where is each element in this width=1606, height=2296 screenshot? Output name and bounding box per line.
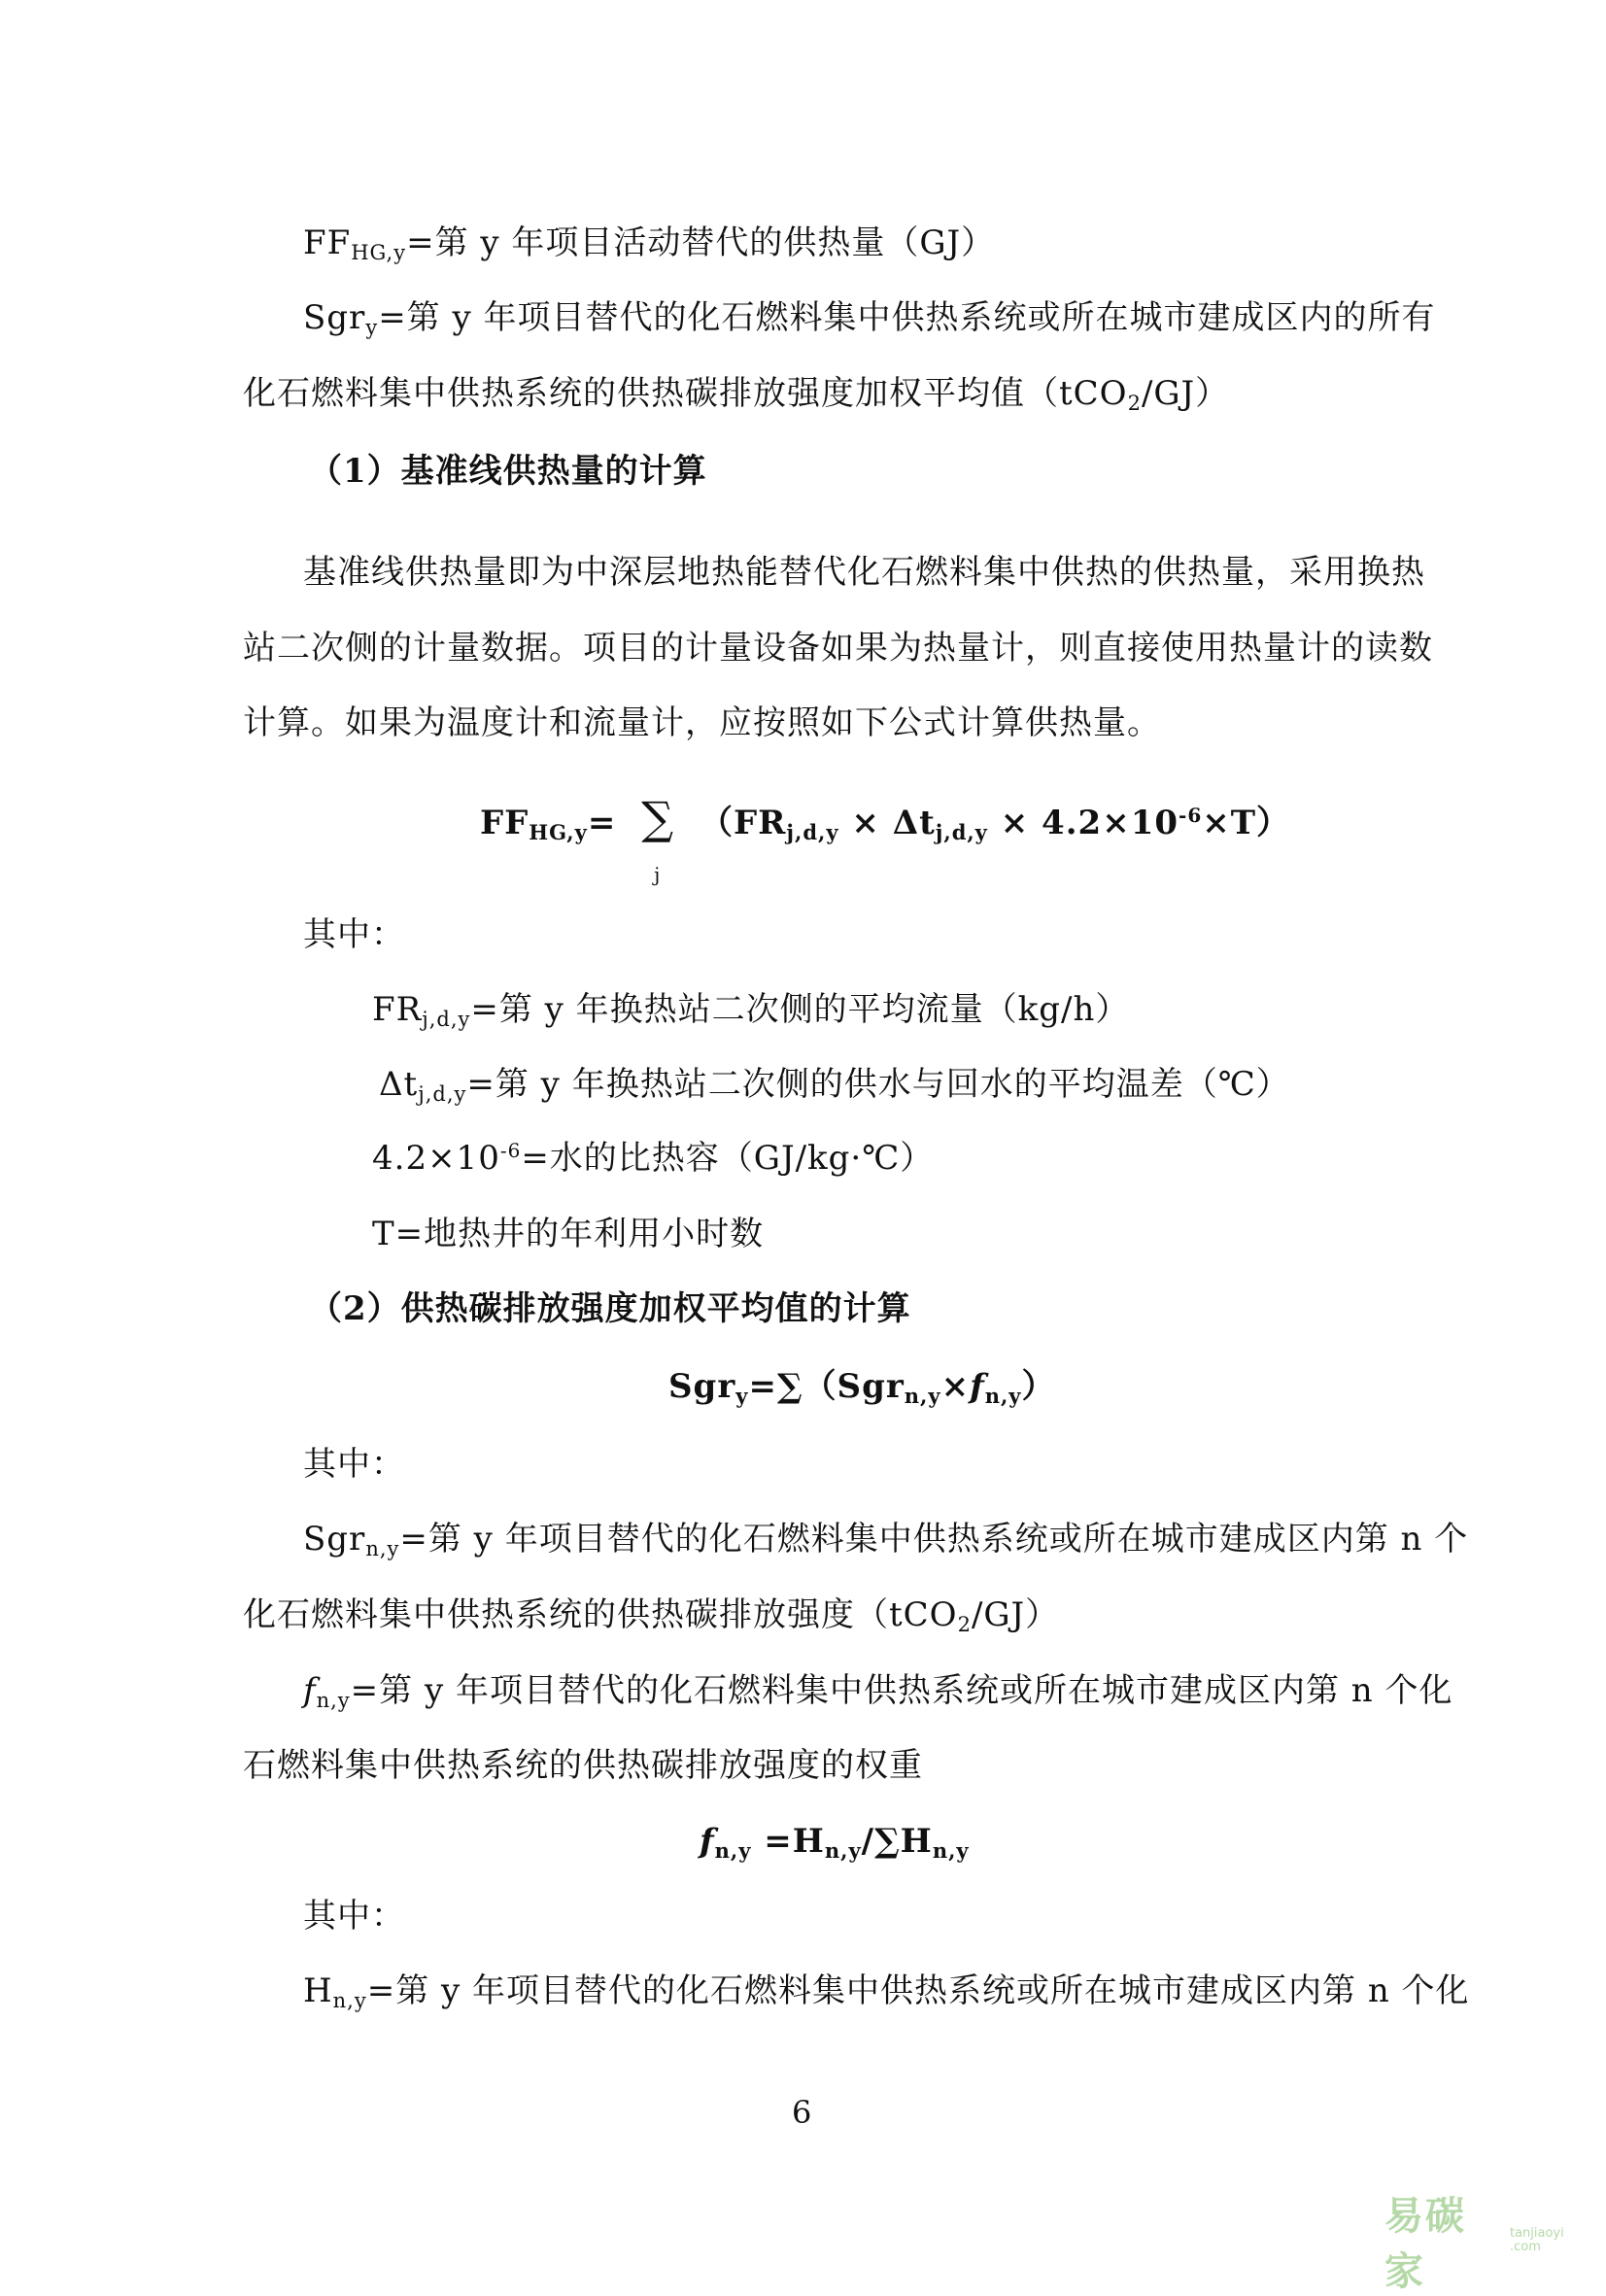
fn-definition-line-2: 石燃料集中供热系统的供热碳排放强度的权重	[243, 1746, 923, 1785]
delta-t-definition: $\Delta t_{j,d,y}=$第 y 年换热站二次侧的供水与回水的平均温差（℃）	[379, 1065, 1290, 1106]
hn-definition-line-1: $H_{n,y}=$第 y 年项目替代的化石燃料集中供热系统或所在城市建成区内第 n 个化	[303, 1971, 1470, 2012]
sgrn-definition-line-2: 化石燃料集中供热系统的供热碳排放强度（tCO$_2$/GJ）	[243, 1595, 1060, 1636]
watermark-url: tanjiaoyi .com	[1509, 2226, 1564, 2254]
paragraph-line-1: 基准线供热量即为中深层地热能替代化石燃料集中供热的供热量，采用换热	[303, 553, 1425, 592]
paragraph-line-3: 计算。如果为温度计和流量计，应按照如下公式计算供热量。	[243, 703, 1161, 742]
formula-weight: $f_{n,y} =H_{n,y}/\sum H_{n,y}$	[700, 1822, 970, 1863]
sgrn-definition-line-1: Sgr$_{n,y}$=第 y 年项目替代的化石燃料集中供热系统或所在城市建成区内第 n 个	[303, 1520, 1469, 1560]
watermark-text: 易碳家	[1384, 2194, 1466, 2294]
specific-heat-definition: $4.2\times 10^{-6}=$水的比热容（GJ/kg·℃）	[372, 1139, 935, 1178]
where-label-3: 其中：	[303, 1897, 405, 1936]
formula-heat-supply: $FF_{HG,y}=$ ∑ j $(FR_{j,d,y} \times \Delta t_{j,d,y} \times 4.2\times 10^{-6}\times T)$	[480, 792, 1291, 886]
section-heading-1: （1）基准线供热量的计算	[309, 452, 707, 491]
watermark-logo	[1384, 2194, 1598, 2294]
fr-definition: $FR_{j,d,y}=$第 y 年换热站二次侧的平均流量（kg/h）	[372, 990, 1130, 1031]
ff-definition: $FF_{HG,y}=$第 y 年项目活动替代的供热量（GJ）	[303, 223, 996, 264]
t-definition: T=地热井的年利用小时数	[372, 1215, 765, 1253]
sgr-definition-line-1: Sgr$_y$=第 y 年项目替代的化石燃料集中供热系统或所在城市建成区内的所有	[303, 298, 1436, 339]
section-heading-2: （2）供热碳排放强度加权平均值的计算	[309, 1289, 911, 1328]
sgr-definition-line-2: 化石燃料集中供热系统的供热碳排放强度加权平均值（tCO$_2$/GJ）	[243, 374, 1230, 415]
formula-sgr: $Sgr_y=\sum(Sgr_{n,y}\times f_{n,y})$	[668, 1367, 1056, 1408]
paragraph-line-2: 站二次侧的计量数据。项目的计量设备如果为热量计，则直接使用热量计的读数	[243, 629, 1433, 668]
where-label-2: 其中：	[303, 1445, 405, 1484]
summation-symbol: ∑ j	[641, 792, 675, 886]
fn-definition-line-1: $f_{n,y}=$第 y 年项目替代的化石燃料集中供热系统或所在城市建成区内第 n 个化	[303, 1671, 1453, 1712]
page-number: 6	[792, 2094, 812, 2131]
where-label-1: 其中：	[303, 915, 405, 954]
